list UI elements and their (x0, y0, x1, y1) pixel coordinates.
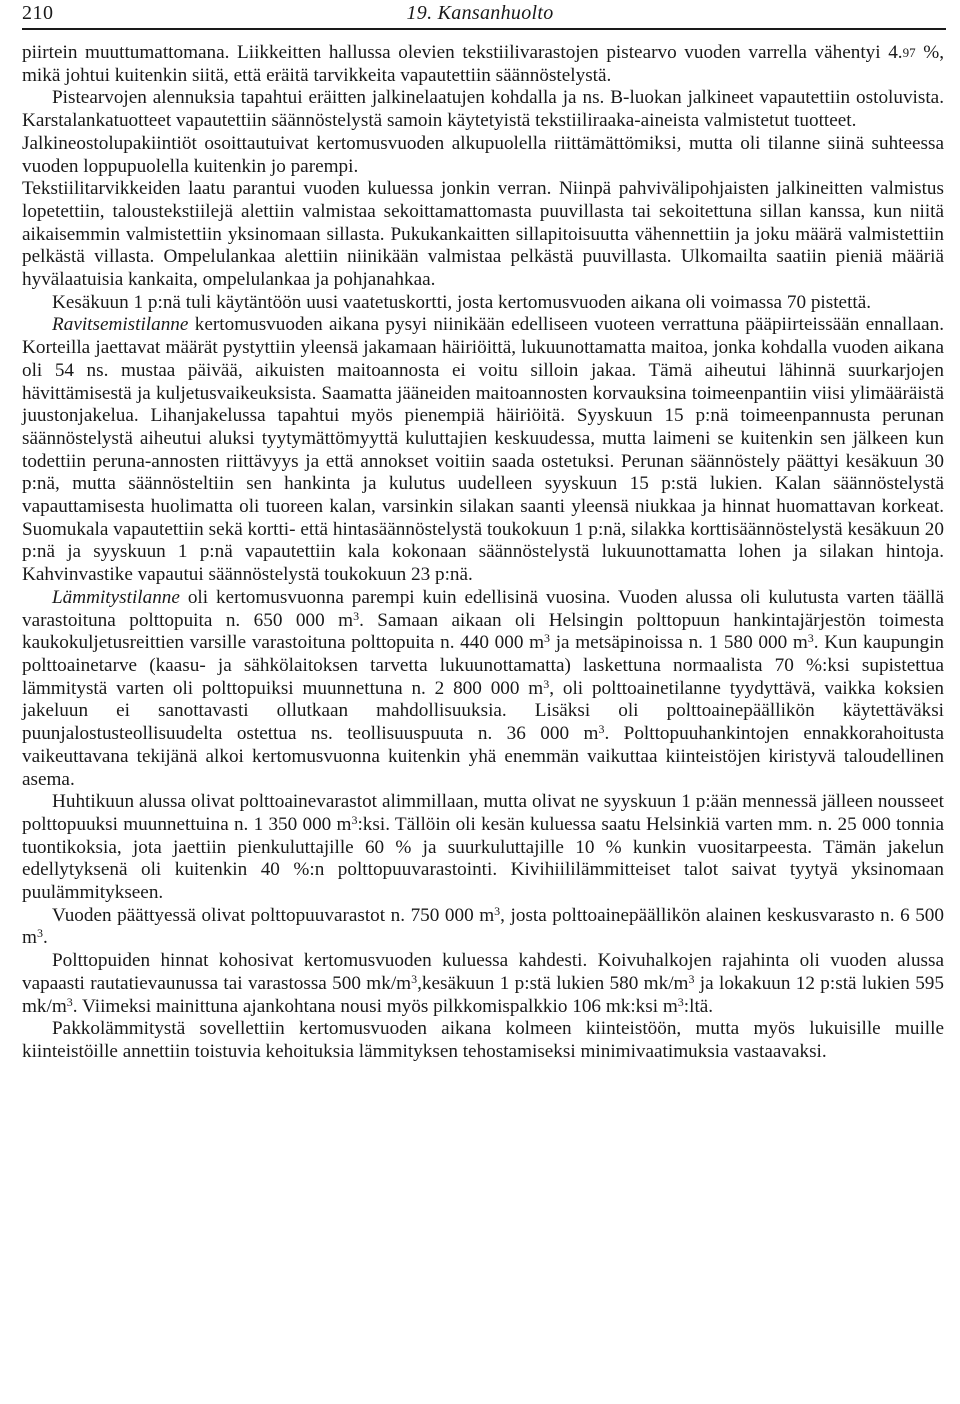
superscript: 3 (543, 676, 550, 691)
text-run: . (42, 927, 48, 949)
text-run: Polttopuiden hinnat kohosivat kertomusvuoden kuluessa kahdesti. Koivuhalkojen rajahinta oli vuoden alussa vapaasti rautatievaunussa tai varastossa 500 mk/m (22, 950, 944, 994)
text-run: Huhtikuun alussa olivat polttoainevarastot alimmillaan, mutta olivat ne syyskuun 1 p:ään mennessä jälleen nousseet polttopuuksi muunnettuina n. 1 350 000 m (22, 791, 944, 835)
chapter-title: 19. Kansanhuolto (406, 2, 554, 24)
superscript: 3 (544, 631, 551, 646)
text-run: . Kun kaupungin polttoainetarve (kaasu- ja sähkölaitoksen tarvetta lukuunottamatta) laskettuna normaalista 70 %:ksi supistettua lämmitystä varten oli polttopuiksi muunnettuna n. 2 800 000 m (22, 632, 944, 699)
text-run: , josta polttoainepäällikön alainen keskusvarasto n. 6 500 m (22, 904, 944, 949)
small-figure: 97 (902, 45, 916, 60)
italic-heading: Ravitsemistilanne (52, 314, 189, 336)
paragraph-p9 (22, 905, 944, 950)
text-run: Vuoden päättyessä olivat polttopuuvarastot n. 750 000 m (52, 904, 495, 926)
text-run: Tekstiilitarvikkeiden laatu parantui vuoden kuluessa jonkin verran. Niinpä pahvivälipohjaisten jalkineitten valmistus lopetettiin, taloustekstiilejä alettiin valmistaa sekoittamattomasta puuvillasta tai sekoitettuna sillan kanssa, kun niitä aikaisemmin valmistettiin yksinomaan sillasta. Pukukankaitten sillapitoisuutta vähennettiin ja joku määrä valmistettiin pelkästä villasta. Ompelulankaa alettiin niinikään valmistaa pelkästä puuvillasta. Ulkomailta saatiin pieniä määriä hyvälaatuisia kankaita, ompelulankaa ja pohjanahkaa. (22, 178, 944, 291)
text-run: . Viimeksi mainittuna ajankohtana nousi myös pilkkomispalkkio 106 mk:ksi m (72, 995, 678, 1017)
text-run: , oli polttoainetilanne tyydyttävä, vaikka koksien jakeluun ei sanottavasti ollutkaan mahdollisuuksia. Lisäksi oli polttoainepäällikön käytettäväksi puunjalostusteollisuudelta ostettua ns. teollisuuspuuta n. 36 000 m (22, 677, 944, 745)
paragraph-p10 (22, 950, 944, 1018)
superscript: 3 (411, 971, 418, 986)
paragraph-p5 (22, 292, 944, 315)
superscript: 3 (353, 608, 360, 623)
text-run: . Samaan aikaan oli Helsingin polttopuun hankintajärjestön toimesta kaukokuljetusreittien varsille varastoituna polttopuita n. 440 000 m (22, 609, 944, 654)
superscript: 3 (688, 971, 695, 986)
text-run: ja lokakuun 12 p:stä lukien 595 mk/m (22, 972, 944, 1017)
superscript: 3 (677, 994, 684, 1009)
text-run: piirtein muuttumattomana. Liikkeitten hallussa olevien tekstiilivarastojen pistearvo vuoden varrella vähentyi 4. (22, 42, 903, 63)
paragraph-p1 (22, 42, 944, 87)
paragraph-p3 (22, 133, 944, 178)
text-run: Kesäkuun 1 p:nä tuli käytäntöön uusi vaatetuskortti, josta kertomusvuoden aikana oli voimassa 70 pistettä. (52, 291, 872, 313)
text-run: Pistearvojen alennuksia tapahtui eräitten jalkinelaatujen kohdalla ja ns. B-luokan jalkineet vapautettiin ostoluvista. Karstalankatuotteet vapautettiin säännöstelystä samoin käytetyistä tekstiiliraaka-aineista valmistetut tuotteet. (22, 87, 944, 132)
text-run: oli kertomusvuonna parempi kuin edellisinä vuosina. Vuoden alussa oli kulutusta varten täällä varastoituna polttopuita n. 650 000 m (22, 586, 944, 631)
page-number: 210 (22, 2, 54, 24)
text-run: Pakkolämmitystä sovellettiin kertomusvuoden aikana kolmeen kiinteistöön, mutta myös lukuisille muille kiinteistöille annettiin toistuvia kehoituksia lämmityksen tehostamiseksi minimivaatimuksia vastaavaksi. (22, 1018, 944, 1062)
paragraph-p8 (22, 791, 944, 905)
paragraph-p2 (22, 87, 944, 132)
superscript: 3 (66, 994, 73, 1009)
text-run: . Polttopuuhankintojen ennakkorahoitusta vaikeuttavana tekijänä alkoi kertomusvuonna kuitenkin yhä enemmän vaikuttaa kiinteistöjen kiristyvä taloudellinen asema. (22, 723, 944, 790)
text-run: :ksi. Tällöin oli kesän kuluessa saatu Helsinkiä varten mm. n. 25 000 tonnia tuontikoksia, jota jaettiin pienkuluttajille 60 % ja suurkuluttajille 10 % kunkin vuositarpeesta. Tämän jakelun edellytyksenä oli kuitenkin 40 %:n polttopuuvarastointi. Kivihiililämmitteiset talot saivat tyytyä yksinomaan puulämmitykseen. (22, 813, 944, 904)
running-header (0, 0, 960, 30)
body-text (22, 42, 944, 1064)
superscript: 3 (807, 631, 814, 646)
superscript: 3 (494, 903, 501, 918)
paragraph-p11 (22, 1018, 944, 1063)
paragraph-p7 (22, 587, 944, 791)
superscript: 3 (598, 722, 605, 737)
text-run: :ltä. (683, 995, 714, 1017)
paragraph-p4 (22, 178, 944, 292)
superscript: 3 (36, 926, 43, 941)
superscript: 3 (351, 812, 358, 827)
text-run: Jalkineostolupakiintiöt osoittautuivat kertomusvuoden alkupuolella riittämättömiksi, mutta oli tilanne siinä suhteessa vuoden loppupuolella kuitenkin jo parempi. (22, 132, 944, 177)
text-run: ja metsäpinoissa n. 1 580 000 m (550, 632, 808, 654)
text-run: %, mikä johtui kuitenkin siitä, että eräitä tarvikkeita vapautettiin säännöstelystä. (22, 42, 944, 86)
paragraph-p6 (22, 314, 944, 586)
text-run: ,kesäkuun 1 p:stä lukien 580 mk/m (417, 972, 689, 994)
italic-heading: Lämmitystilanne (52, 586, 180, 608)
text-run: kertomusvuoden aikana pysyi niinikään edelliseen vuoteen verrattuna pääpiirteissään ennallaan. Korteilla jaettavat määrät pystyttiin yleensä jakamaan häiriöittä, lukuunottamatta maitoa, jonka kohdalla vuoden aikana oli 54 ns. mustaa päivää, aikuisten maitoannosta ei voitu silloin jakaa. Tämä aiheutui lähinnä suurkarjojen hävittämisestä ja kuljetusvaikeuksista. Saamatta jääneiden maitoannosten korvauksina toimeenpantiin viisi ylimääräistä juustonjakelua. Lihanjakelussa tapahtui myös pienempiä häiriöitä. Syyskuun 15 p:nä toimeenpannusta perunan säännöstelystä aiheutui aluksi tyytymättömyyttä kuluttajien keskuudessa, mutta laimeni se kuitenkin sen jälkeen kun todettiin peruna-annosten riittävyys ja että annokset voitiin saada ostetuksi. Perunan säännöstely päättyi kesäkuun 30 p:nä, mutta säännösteltiin sen hankinta ja kulutus uudelleen syyskuun 15 p:stä lukien. Kalan säännöstelystä vapauttamisesta huolimatta oli tuoreen kalan, varsinkin silakan saanti yleensä niukkaa ja hinnat huomattavan korkeat. Suomukala vapautettiin sekä kortti- että hintasäännöstelystä toukokuun 1 p:nä, silakka korttisäännöstelystä kesäkuun 20 p:nä ja syyskuun 1 p:nä vapautettiin kala kokonaan säännöstelystä lukuunottamatta lohen ja silakan hintoja. Kahvinvastike vapautui säännöstelystä toukokuun 23 p:nä. (22, 314, 944, 586)
header-rule (22, 28, 946, 30)
